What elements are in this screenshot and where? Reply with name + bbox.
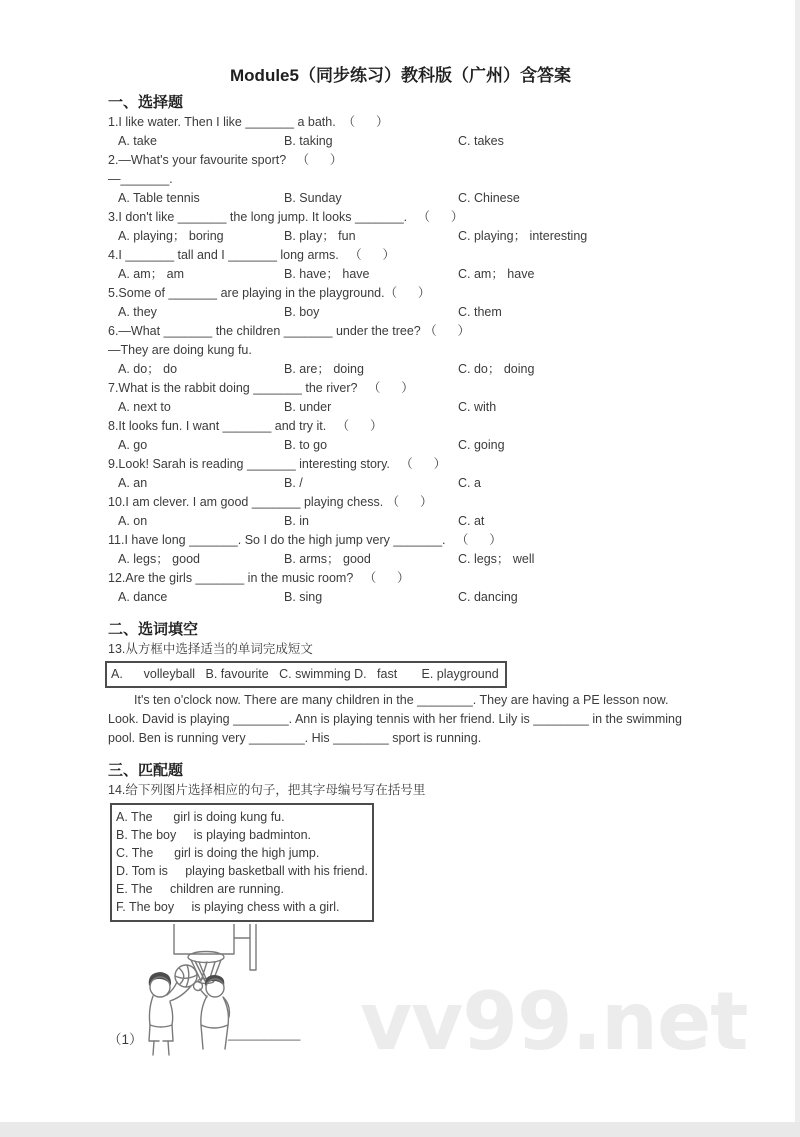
option-a: A. dance: [118, 590, 168, 604]
match-sentence-d: D. Tom is playing basketball with his friend.: [116, 864, 368, 878]
question-8: [108, 417, 693, 455]
figure-answer-blank: __________: [228, 1026, 301, 1041]
watermark-text: vv99.net: [360, 975, 748, 1068]
page-title: Module5（同步练习）教科版（广州）含答案: [230, 66, 571, 85]
option-b: B. are； doing: [284, 362, 364, 376]
options-row: [108, 398, 693, 417]
option-a: A. take: [118, 134, 157, 148]
question-text: 4.I _______ tall and I _______ long arms. （ ）: [108, 248, 395, 262]
match-sentences-box: [110, 803, 374, 922]
question-text: 10.I am clever. I am good _______ playing chess. （ ）: [108, 495, 433, 509]
page-content: [108, 64, 693, 1060]
option-c: C. with: [458, 400, 497, 414]
match-sentence-e: E. The children are running.: [116, 882, 284, 896]
question-text: 9.Look! Sarah is reading _______ interesting story. （ ）: [108, 457, 447, 471]
section-match-heading: 三、匹配题: [108, 762, 184, 779]
option-a: A. they: [118, 305, 157, 319]
option-a: A. playing； boring: [118, 229, 224, 243]
match-sentence-b: B. The boy is playing badminton.: [116, 828, 312, 842]
option-a: A. go: [118, 438, 148, 452]
question-5: [108, 284, 693, 322]
option-b: B. taking: [284, 134, 333, 148]
option-a: A. legs； good: [118, 552, 200, 566]
option-b: B. have； have: [284, 267, 370, 281]
option-b: B. play； fun: [284, 229, 356, 243]
figure-item-1: [108, 922, 693, 1060]
options-row: [108, 132, 693, 151]
option-b: B. to go: [284, 438, 328, 452]
option-b: B. Sunday: [284, 191, 342, 205]
option-c: C. them: [458, 305, 502, 319]
options-row: [108, 588, 693, 607]
option-b: B. /: [284, 476, 303, 490]
options-row: [108, 189, 693, 208]
option-c: C. a: [458, 476, 481, 490]
question-9: [108, 455, 693, 493]
question-text: 8.It looks fun. I want _______ and try it. （ ）: [108, 419, 383, 433]
option-c: C. going: [458, 438, 505, 452]
section-fill-heading: 二、选词填空: [108, 621, 199, 638]
option-a: A. Table tennis: [118, 191, 200, 205]
option-c: C. legs； well: [458, 552, 535, 566]
option-c: C. Chinese: [458, 191, 520, 205]
option-a: A. an: [118, 476, 148, 490]
question-text: 3.I don't like _______ the long jump. It looks _______. （ ）: [108, 210, 464, 224]
section-choice-heading: 一、选择题: [108, 94, 184, 111]
word-bank-box: A. volleyball B. favourite C. swimming D. fast E. playground: [105, 661, 507, 688]
page-right-edge: [795, 0, 800, 1137]
question-10: [108, 493, 693, 531]
match-sentence-a: A. The girl is doing kung fu.: [116, 810, 285, 824]
question-1: [108, 113, 693, 151]
option-b: B. sing: [284, 590, 323, 604]
question-text: 1.I like water. Then I like _______ a bath. （ ）: [108, 115, 389, 129]
question-14-instruction: 14.给下列图片选择相应的句子，把其字母编号写在括号里: [108, 783, 426, 797]
question-11: [108, 531, 693, 569]
question-7: [108, 379, 693, 417]
options-row: [108, 436, 693, 455]
option-c: C. at: [458, 514, 485, 528]
question-12: [108, 569, 693, 607]
question-text: 7.What is the rabbit doing _______ the river? （ ）: [108, 381, 414, 395]
question-text-line2: —_______.: [108, 172, 173, 186]
options-row: [108, 360, 693, 379]
option-a: A. on: [118, 514, 148, 528]
question-6: [108, 322, 693, 379]
option-c: C. am； have: [458, 267, 535, 281]
option-a: A. next to: [118, 400, 171, 414]
option-a: A. do； do: [118, 362, 178, 376]
question-text: 12.Are the girls _______ in the music room? （ ）: [108, 571, 410, 585]
question-2: [108, 151, 693, 208]
question-3: [108, 208, 693, 246]
match-sentence-c: C. The girl is doing the high jump.: [116, 846, 320, 860]
option-c: C. dancing: [458, 590, 518, 604]
option-b: B. in: [284, 514, 310, 528]
question-4: [108, 246, 693, 284]
option-c: C. do； doing: [458, 362, 535, 376]
question-text: 2.—What's your favourite sport? （ ）: [108, 153, 343, 167]
options-row: [108, 512, 693, 531]
question-text: 6.—What _______ the children _______ under the tree? （ ）: [108, 324, 471, 338]
question-13-instruction: 13.从方框中选择适当的单词完成短文: [108, 642, 313, 656]
options-row: [108, 265, 693, 284]
figure-number-label: （1）: [108, 1032, 143, 1047]
option-b: B. arms； good: [284, 552, 371, 566]
cloze-passage: It's ten o'clock now. There are many children in the ________. They are having a PE lesson now. Look. David is playing ________. Ann is playing tennis with her friend. Lily is ________ in the swimming pool. Ben is running very ________. His ________ sport is running.: [108, 693, 682, 745]
section-choice: [108, 92, 693, 607]
option-a: A. am； am: [118, 267, 184, 281]
options-row: [108, 550, 693, 569]
question-text: 5.Some of _______ are playing in the playground.（ ）: [108, 286, 431, 300]
section-fill: [108, 619, 693, 748]
option-b: B. under: [284, 400, 332, 414]
match-sentence-f: F. The boy is playing chess with a girl.: [116, 900, 340, 914]
option-c: C. playing； interesting: [458, 229, 588, 243]
option-c: C. takes: [458, 134, 504, 148]
section-match: [108, 760, 693, 1060]
options-row: [108, 303, 693, 322]
question-text-line2: —They are doing kung fu.: [108, 343, 252, 357]
options-row: [108, 474, 693, 493]
options-row: [108, 227, 693, 246]
viewer-bottom-bar: [0, 1122, 800, 1137]
question-text: 11.I have long _______. So I do the high jump very _______. （ ）: [108, 533, 502, 547]
option-b: B. boy: [284, 305, 320, 319]
